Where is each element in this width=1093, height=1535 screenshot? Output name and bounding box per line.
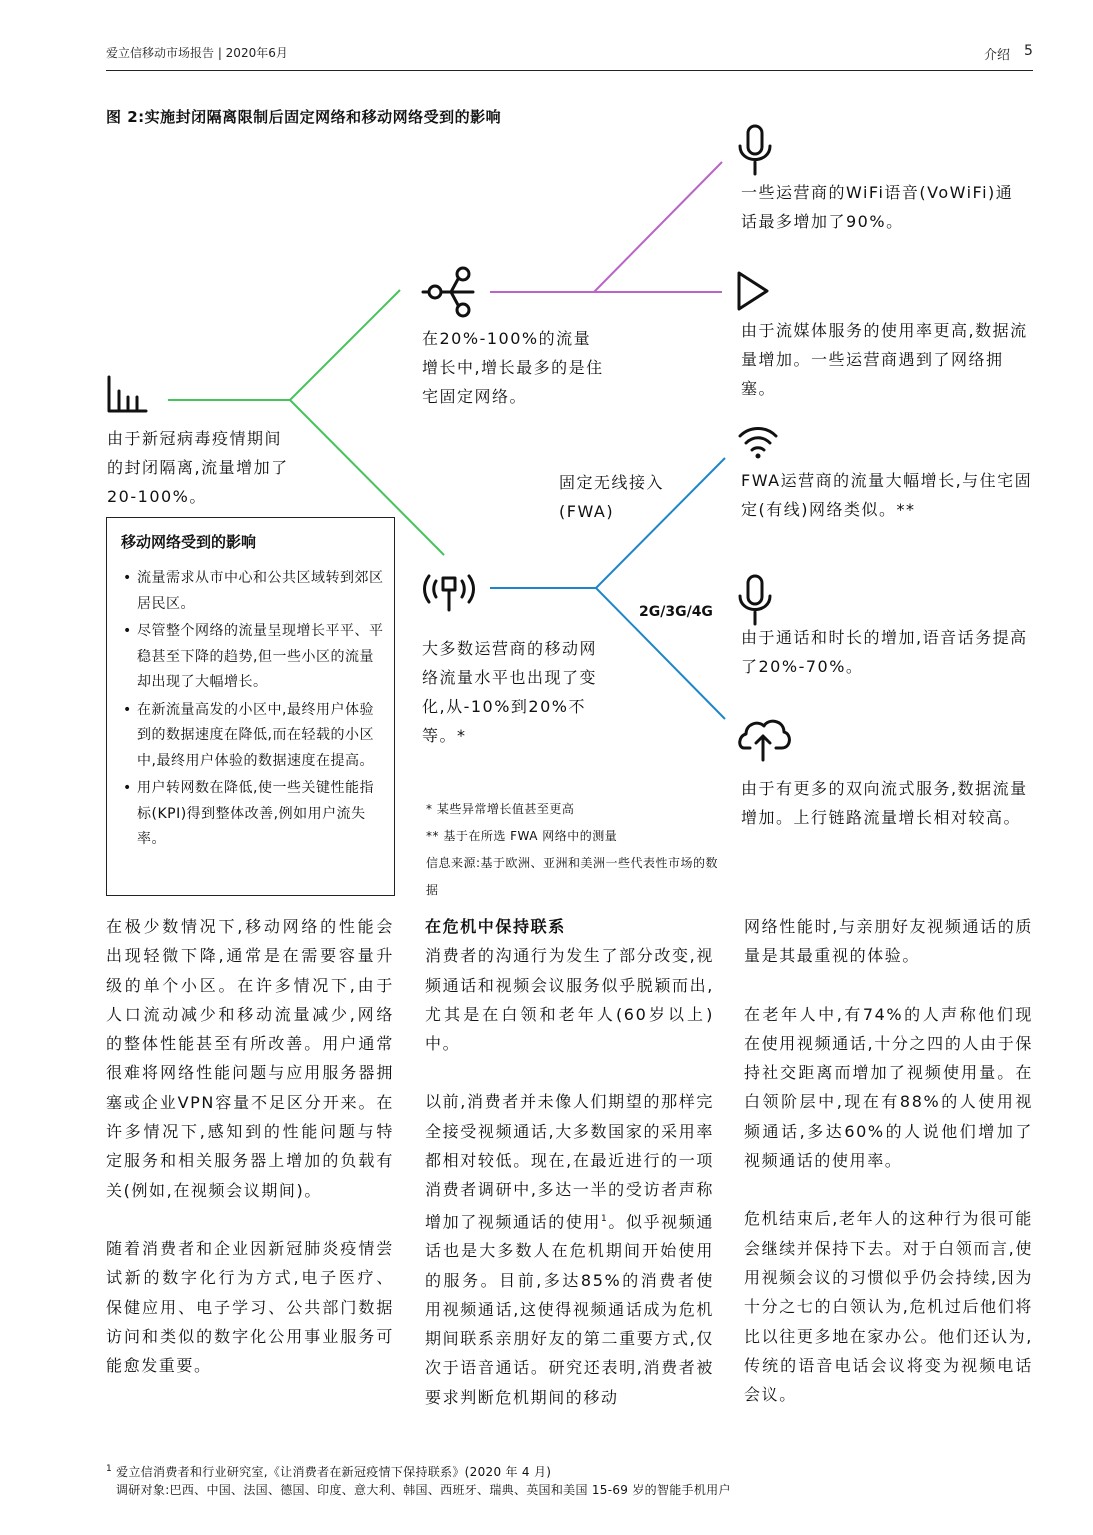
body-column-1	[106, 912, 394, 1380]
fixed-branch	[290, 290, 400, 400]
paragraph: 在极少数情况下,移动网络的性能会出现轻微下降,通常是在需要容量升级的单个小区。在许多情况下,由于人口流动减少和移动流量减少,网络的整体性能甚至有所改善。用户通常很难将网络性能问题与应用服务器拥塞或企业VPN容量不足区分开来。在许多情况下,感知到的性能问题与特定服务和相关服务器上增加的负载有关(例如,在视频会议期间)。	[106, 917, 394, 1200]
paragraph: 在老年人中,有74%的人声称他们现在使用视频通话,十分之四的人由于保持社交距离而增加了视频使用量。在白领阶层中,现在有88%的人使用视频通话,多达60%的人说他们增加了视频通话的使用率。	[744, 1004, 1033, 1171]
body-column-2	[425, 912, 714, 1412]
root-node-text: 由于新冠病毒疫情期间的封闭隔离,流量增加了20-100%。	[107, 429, 289, 506]
paragraph: 消费者的沟通行为发生了部分改变,视频通话和视频会议服务似乎脱颖而出,尤其是在白领和老年人(60岁以上)中。	[425, 946, 714, 1054]
impact-bullet: • 在新流量高发的小区中,最终用户体验到的数据速度在降低,而在轻载的小区中,最终用户体验的数据速度在提高。	[121, 698, 388, 775]
body-column-3	[744, 912, 1033, 1409]
purple-branches	[490, 162, 722, 292]
footnote-ref: 1	[601, 1213, 609, 1224]
microphone-icon	[736, 124, 776, 176]
wifi-icon	[737, 424, 779, 460]
impact-box-title: 移动网络受到的影响	[121, 533, 257, 551]
section-label: 介绍	[984, 48, 1011, 63]
cloud-upload-icon	[736, 714, 792, 764]
paragraph	[425, 1087, 714, 1412]
play-icon	[736, 270, 772, 314]
2g-3g-4g-label: 2G/3G/4G	[639, 604, 713, 620]
paragraph: 危机结束后,老年人的这种行为很可能会继续并保持下去。对于白领而言,使用视频会议的习惯似乎仍会持续,因为十分之七的白领认为,危机过后他们将比以往更多地在家办公。他们还认为,传统的语音电话会议将变为视频电话会议。	[744, 1209, 1033, 1405]
upload-text: 由于有更多的双向流式服务,数据流量增加。上行链路流量增长相对较高。	[741, 779, 1028, 827]
note-source: 信息来源:基于欧洲、亚洲和美洲一些代表性市场的数据	[426, 856, 719, 897]
page-number: 5	[1024, 43, 1033, 59]
fwa-text: FWA运营商的流量大幅增长,与住宅固定(有线)网络类似。**	[741, 471, 1033, 519]
impact-bullet: • 流量需求从市中心和公共区域转到郊区居民区。	[121, 566, 388, 617]
footnote-number: 1	[106, 1464, 113, 1474]
figure-notes	[426, 796, 726, 904]
footnote-survey: 调研对象:巴西、中国、法国、德国、印度、意大利、韩国、西班牙、瑞典、英国和美国 15-69 岁的智能手机用户	[116, 1483, 731, 1497]
cell-tower-icon	[421, 570, 477, 614]
paragraph: 随着消费者和企业因新冠肺炎疫情尝试新的数字化行为方式,电子医疗、保健应用、电子学习、公共部门数据访问和类似的数字化公用事业服务可能愈发重要。	[106, 1238, 394, 1376]
vowifi-text: 一些运营商的WiFi语音(VoWiFi)通话最多增加了90%。	[741, 183, 1014, 231]
note-line: ** 基于在所选 FWA 网络中的测量	[426, 829, 618, 843]
note-line: * 某些异常增长值甚至更高	[426, 802, 575, 816]
mobile-node-text: 大多数运营商的移动网络流量水平也出现了变化,从-10%到20%不等。*	[422, 639, 598, 745]
paragraph-text: 以前,消费者并未像人们期望的那样完全接受视频通话,大多数国家的采用率都相对较低。现在,在最近进行的一项消费者调研中,多达一半的受访者声称增加了视频通话的使用	[425, 1092, 714, 1231]
impact-bullet: • 用户转网数在降低,使一些关键性能指标(KPI)得到整体改善,例如用户流失率。	[121, 776, 388, 853]
voice-text: 由于通话和时长的增加,语音话务提高了20%-70%。	[741, 628, 1028, 676]
paragraph-text: 。似乎视频通话也是大多数人在危机期间开始使用的服务。目前,多达85%的消费者使用视频通话,这使得视频通话成为危机期间联系亲朋好友的第二重要方式,仅次于语音通话。研究还表明,消费者被要求判断危机期间的移动	[425, 1212, 714, 1407]
bar-chart-icon	[106, 375, 148, 415]
green-branches	[168, 290, 444, 555]
share-network-icon	[421, 266, 477, 318]
impact-bullet: • 尽管整个网络的流量呈现增长平平、平稳甚至下降的趋势,但一些小区的流量却出现了大幅增长。	[121, 619, 388, 696]
fixed-node-text: 在20%-100%的流量增长中,增长最多的是住宅固定网络。	[422, 329, 604, 406]
microphone-icon-2	[736, 574, 776, 626]
footnote	[106, 1460, 1033, 1499]
streaming-text: 由于流媒体服务的使用率更高,数据流量增加。一些运营商遇到了网络拥塞。	[741, 321, 1028, 398]
impact-list	[121, 566, 388, 853]
paragraph: 网络性能时,与亲朋好友视频通话的质量是其最重视的体验。	[744, 917, 1033, 966]
section-heading: 在危机中保持联系	[425, 917, 566, 936]
footnote-citation: 爱立信消费者和行业研究室,《让消费者在新冠疫情下保持联系》(2020 年 4 月)	[116, 1465, 552, 1479]
fwa-label: 固定无线接入 (FWA)	[559, 473, 665, 521]
vowifi-branch	[594, 162, 722, 292]
mobile-impact-box	[106, 517, 395, 896]
report-header: 爱立信移动市场报告 | 2020年6月	[106, 46, 288, 60]
figure-title: 图 2:实施封闭隔离限制后固定网络和移动网络受到的影响	[106, 108, 502, 126]
